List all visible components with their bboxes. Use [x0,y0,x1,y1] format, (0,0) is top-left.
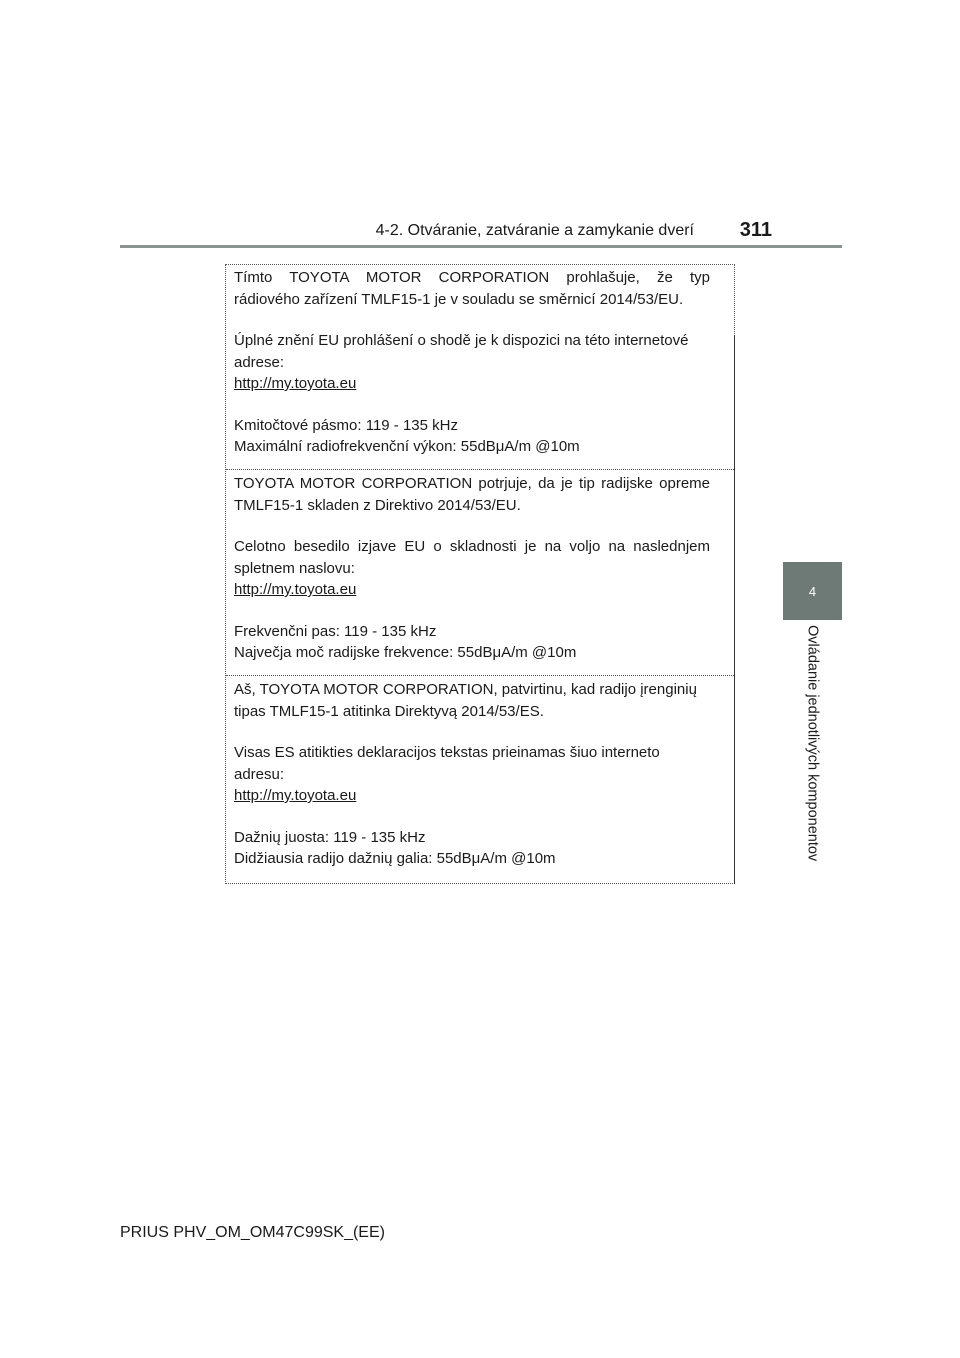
section-divider [226,469,734,470]
declaration-text-line: Úplné znění EU prohlášení o shodě je k dispozici na této internetové [234,332,689,349]
declaration-text-line: tipas TMLF15-1 atitinka Direktyvą 2014/53/ES. [234,702,544,720]
declaration-text-line: TOYOTA MOTOR CORPORATION potrjuje, da je tip radijske opreme [234,475,710,492]
declaration-link[interactable]: http://my.toyota.eu [234,787,357,804]
declaration-lithuanian [234,679,710,870]
declaration-text-line: adresu: [234,765,285,783]
section-divider [226,675,734,676]
declaration-link[interactable]: http://my.toyota.eu [234,375,357,392]
frequency-text: Dažnių juosta: 119 - 135 kHz [234,828,426,846]
declaration-text-line: Celotno besedilo izjave EU o skladnosti je na voljo na naslednjem [234,538,710,555]
declaration-slovenian [234,473,710,664]
declaration-text-line: Tímto TOYOTA MOTOR CORPORATION prohlašuje, že typ [234,269,710,286]
frequency-text: Frekvenčni pas: 119 - 135 kHz [234,622,437,640]
declaration-text-line: TMLF15-1 skladen z Direktivo 2014/53/EU. [234,496,521,514]
power-text: Didžiausia radijo dažnių galia: 55dBμA/m @10m [234,850,556,867]
declaration-text-line: Visas ES atitikties deklaracijos tekstas prieinamas šiuo interneto [234,744,660,761]
page-number: 311 [739,219,772,241]
chapter-label-wrap [783,625,842,875]
declaration-box [225,264,735,884]
chapter-tab [783,562,842,620]
declaration-text-line: adrese: [234,353,285,371]
declaration-text-line: Aš, TOYOTA MOTOR CORPORATION, patvirtinu, kad radijo įrenginių [234,681,697,698]
declaration-link[interactable]: http://my.toyota.eu [234,581,357,598]
frequency-text: Kmitočtové pásmo: 119 - 135 kHz [234,416,458,434]
chapter-label: Ovládanie jednotlivých komponentov [804,625,821,862]
declaration-czech [234,267,710,458]
declaration-text-line: rádiového zařízení TMLF15-1 je v souladu se směrnicí 2014/53/EU. [234,290,684,308]
power-text: Maximální radiofrekvenční výkon: 55dBμA/m @10m [234,438,580,455]
power-text: Največja moč radijske frekvence: 55dBμA/m @10m [234,644,577,661]
chapter-number: 4 [808,583,817,599]
document-code: PRIUS PHV_OM_OM47C99SK_(EE) [120,1224,385,1241]
header-rule [120,245,842,248]
declaration-text-line: spletnem naslovu: [234,559,355,577]
page-header [120,219,840,246]
section-title: 4-2. Otváranie, zatváranie a zamykanie dverí [375,222,694,239]
